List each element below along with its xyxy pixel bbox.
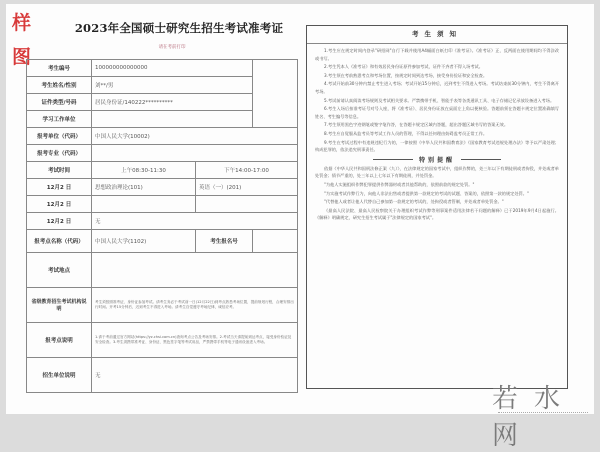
value-site-name: 中国人民大学(1102) xyxy=(92,230,196,253)
schedule-row xyxy=(27,179,298,196)
schedule-am-subject: 思想政治理论(101) xyxy=(92,179,196,196)
label-candidate-id: 考生编号 xyxy=(27,60,92,77)
value-apply-unit: 中国人民大学(10002) xyxy=(92,128,298,145)
exam-time-pm: 下午14:00-17:00 xyxy=(196,162,298,179)
exam-permit-page xyxy=(6,4,594,414)
permit-table xyxy=(26,59,298,393)
label-name-gender: 考生姓名/性别 xyxy=(27,77,92,94)
schedule-row xyxy=(27,196,298,213)
notice-paragraph: 6.考生入场后按准考证号对号入座，将《准考证》、居民身份证放在桌面左上角以便核验。答题前须在答题卡规定位置准确填写姓名、考生编号等信息。 xyxy=(315,106,559,119)
special-reminder-heading xyxy=(315,155,559,164)
notice-panel xyxy=(306,25,568,389)
schedule-am-subject xyxy=(92,196,196,213)
exam-time-am: 上午08:30-11:30 xyxy=(92,162,196,179)
label-apply-unit: 报考单位（代码） xyxy=(27,128,92,145)
notice-title: 考生须知 xyxy=(307,26,567,44)
label-unit-note: 招生单位说明 xyxy=(27,358,92,393)
sample-stamp-char-2: 图 xyxy=(12,46,32,68)
notice-paragraph: 7.考生须用黑色字迹钢笔或签字笔作答，在答题卡规定区域内答题，超出答题区域书写的答案无效。 xyxy=(324,122,509,128)
label-registration-no: 考生报名号 xyxy=(196,230,253,253)
label-work-unit: 学习工作单位 xyxy=(27,111,92,128)
page-title: 2023年全国硕士研究生招生考试准考证 xyxy=(74,21,284,35)
value-apply-major xyxy=(92,145,298,162)
print-note: 请在考前打印 xyxy=(158,45,186,50)
label-site-name: 报考点名称（代码） xyxy=(27,230,92,253)
value-id-type-number: 居民身份证/140222********** xyxy=(92,94,253,111)
notice-paragraph: 5.考试前请认真阅读考场规则及考试相关要求。严禁携带手机、智能手表等各类通讯工具、电子存储记忆录放设备进入考场。 xyxy=(324,97,555,103)
value-authority-note: 考生须按照准考证、身份证参加考试。请考生务必于考试前一日(12月22日)到考点熟悉考场位置，提前规划行程，合理安排出行时间。开考15分钟后，迟到考生不得进入考场。请考生自觉遵守考场纪律，诚信应考。 xyxy=(92,288,298,323)
special-paragraph: "为实施考试作弊行为，向他人非法出售或者提供第一款规定的考试的试题、答案的，依照第一款的规定处罚。" xyxy=(324,190,529,196)
label-id-type-number: 证件类型/号码 xyxy=(27,94,92,111)
special-reminder-title: 特别提醒 xyxy=(418,156,455,164)
schedule-am-subject: 无 xyxy=(92,213,298,230)
special-paragraph: 《最高人民法院、最高人民检察院关于办理组织考试作弊等刑事案件适用法律若干问题的解释》已于2019年9月4日起施行。《解释》明确规定，研究生招生考试属于"法律规定的国家考试"。 xyxy=(315,207,559,221)
value-unit-note: 无 xyxy=(92,358,298,393)
schedule-row xyxy=(27,213,298,230)
divider xyxy=(461,159,501,160)
site-watermark: 若水网 xyxy=(492,384,577,451)
special-paragraph: "为他人实施组织作弊犯罪提供作弊器材或者其他帮助的，依照前款的规定处罚。" xyxy=(324,181,475,187)
sample-stamp-char-1: 样 xyxy=(12,12,32,34)
value-candidate-id: 100000000000000 xyxy=(92,60,253,77)
value-registration-no xyxy=(253,230,298,253)
schedule-date: 12月2 日 xyxy=(27,196,92,213)
schedule-pm-subject: 英语（一）(201) xyxy=(196,179,298,196)
special-paragraph: 依据《中华人民共和国刑法修正案（九）》，在法律规定的国家考试中，组织作弊的，处三年以下有期徒刑或者拘役，并处或者单处罚金；情节严重的，处三年以上七年以下有期徒刑，并处罚金。 xyxy=(315,165,559,179)
photo-area xyxy=(253,60,298,128)
schedule-date: 12月2 日 xyxy=(27,179,92,196)
notice-paragraph: 8.考生应自觉服从监考员等考试工作人员的管理，不得以任何理由妨碍监考员正常工作。 xyxy=(324,130,488,136)
label-exam-time: 考试时间 xyxy=(27,162,92,179)
divider xyxy=(373,159,413,160)
notice-paragraph: 9.考生在考试过程中有违规违纪行为的，一律按照《中华人民共和国教育法》《国家教育考试违规处理办法》等予以严肃处理；构成犯罪的，依法追究刑事责任。 xyxy=(315,139,559,153)
value-site-note: 1.请于考前通过官方网站(https://yz.chsi.com.cn)查询考点公告及考场安排。2.考试当天请提前到达考点，接受身份验证及安全检查。3.考生须携带准考证、身份证、黑色签字笔等考试用品，严禁携带手机等电子通讯设备进入考场。 xyxy=(92,323,298,358)
label-exam-location: 考试地点 xyxy=(27,253,92,288)
notice-paragraph: 1.考生应在规定时间内登录"研招网"自行下载并使用A4幅面白纸打印《准考证》。《准考证》正、反两面在使用期间均不得涂改或书写。 xyxy=(315,48,559,61)
notice-paragraph: 2.考生凭本人《准考证》和有效居民身份证原件参加考试，证件不齐者不得入场考试。 xyxy=(324,64,483,70)
value-exam-location xyxy=(92,253,298,288)
schedule-pm-subject xyxy=(196,196,298,213)
label-apply-major: 报考专业（代码） xyxy=(27,145,92,162)
value-name-gender: 刘**/男 xyxy=(92,77,253,94)
label-site-note: 报考点说明 xyxy=(27,323,92,358)
special-paragraph: "代替他人或者让他人代替自己参加第一款规定的考试的，处拘役或者管制，并处或者单处罚金。" xyxy=(324,199,504,205)
schedule-date: 12月2 日 xyxy=(27,213,92,230)
notice-paragraph: 4.考试开始前30分钟内禁止考生进入考场；考试开始15分钟后，迟到考生不得进入考场。考试结束前30分钟内，考生不得离开考场。 xyxy=(315,81,559,94)
watermark-underline xyxy=(498,412,588,416)
notice-paragraph: 3.考生须在考前熟悉考点和考场位置，按规定时间到达考场，接受身份验证和安全检查。 xyxy=(324,72,488,78)
value-work-unit xyxy=(92,111,253,128)
label-authority-note: 省级教育招生考试机构说明 xyxy=(27,288,92,323)
